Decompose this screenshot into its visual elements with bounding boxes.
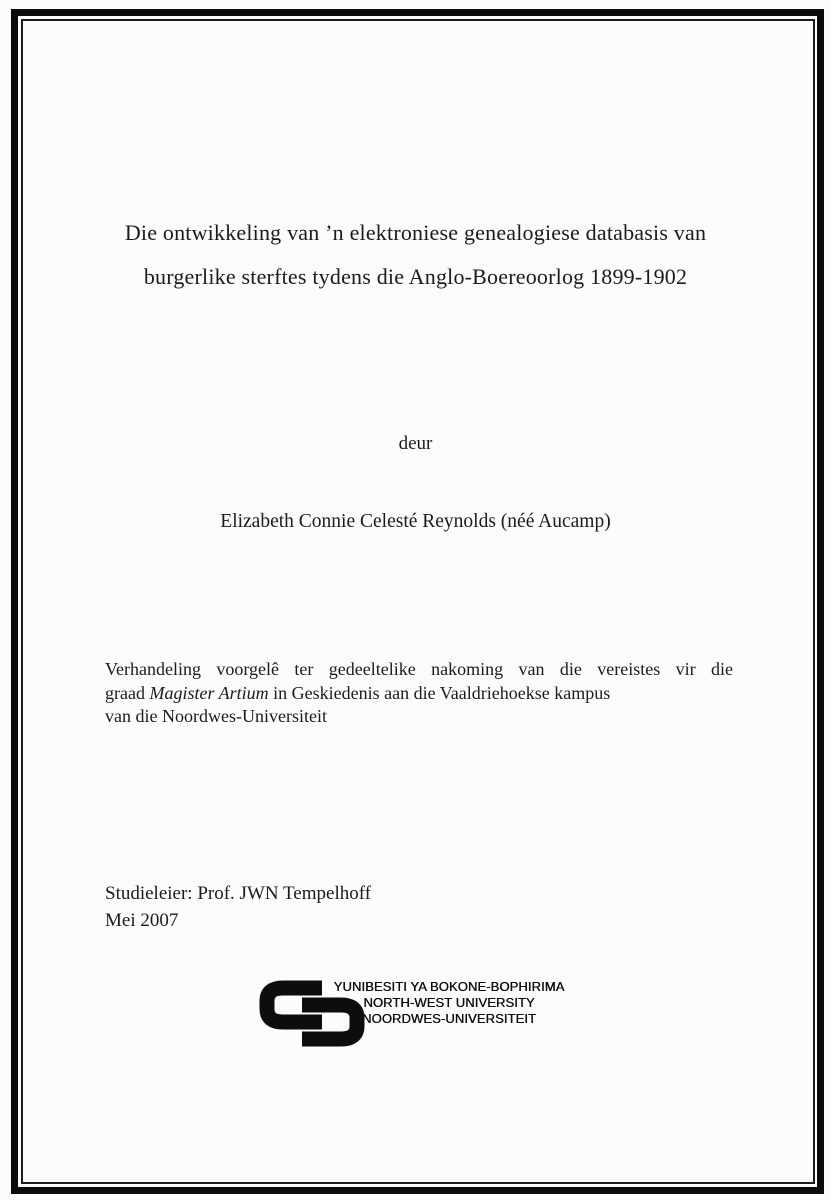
logo-text-afrikaans: NOORDWES-UNIVERSITEIT xyxy=(362,1011,536,1026)
submission-statement xyxy=(105,658,733,729)
supervisor-line: Studieleier: Prof. JWN Tempelhoff xyxy=(105,883,372,904)
byline-deur: deur xyxy=(398,433,433,454)
supervisor-block xyxy=(105,880,371,934)
title-line-1: Die ontwikkeling van ’n elektroniese genealogiese databasis van xyxy=(124,220,707,245)
thesis-title xyxy=(40,211,791,299)
degree-name: Magister Artium xyxy=(149,682,269,703)
logo-text-english: NORTH-WEST UNIVERSITY xyxy=(363,995,535,1010)
submission-line-3: van die Noordwes-Universiteit xyxy=(105,706,327,727)
author-name: Elizabeth Connie Celesté Reynolds (néé Aucamp) xyxy=(220,511,611,532)
date-line: Mei 2007 xyxy=(105,910,179,931)
logo-text-setswana: YUNIBESITI YA BOKONE-BOPHIRIMA xyxy=(333,979,565,994)
submission-line-2-post: in Geskiedenis aan die Vaaldriehoekse kampus xyxy=(268,682,611,703)
university-logo-text xyxy=(321,979,577,1027)
submission-line-2 xyxy=(105,682,733,706)
title-line-2: burgerlike sterftes tydens die Anglo-Boereoorlog 1899-1902 xyxy=(143,264,688,289)
submission-line-2-pre: graad xyxy=(105,682,150,703)
submission-line-1: Verhandeling voorgelê ter gedeeltelike nakoming van die vereistes vir die xyxy=(105,659,733,679)
